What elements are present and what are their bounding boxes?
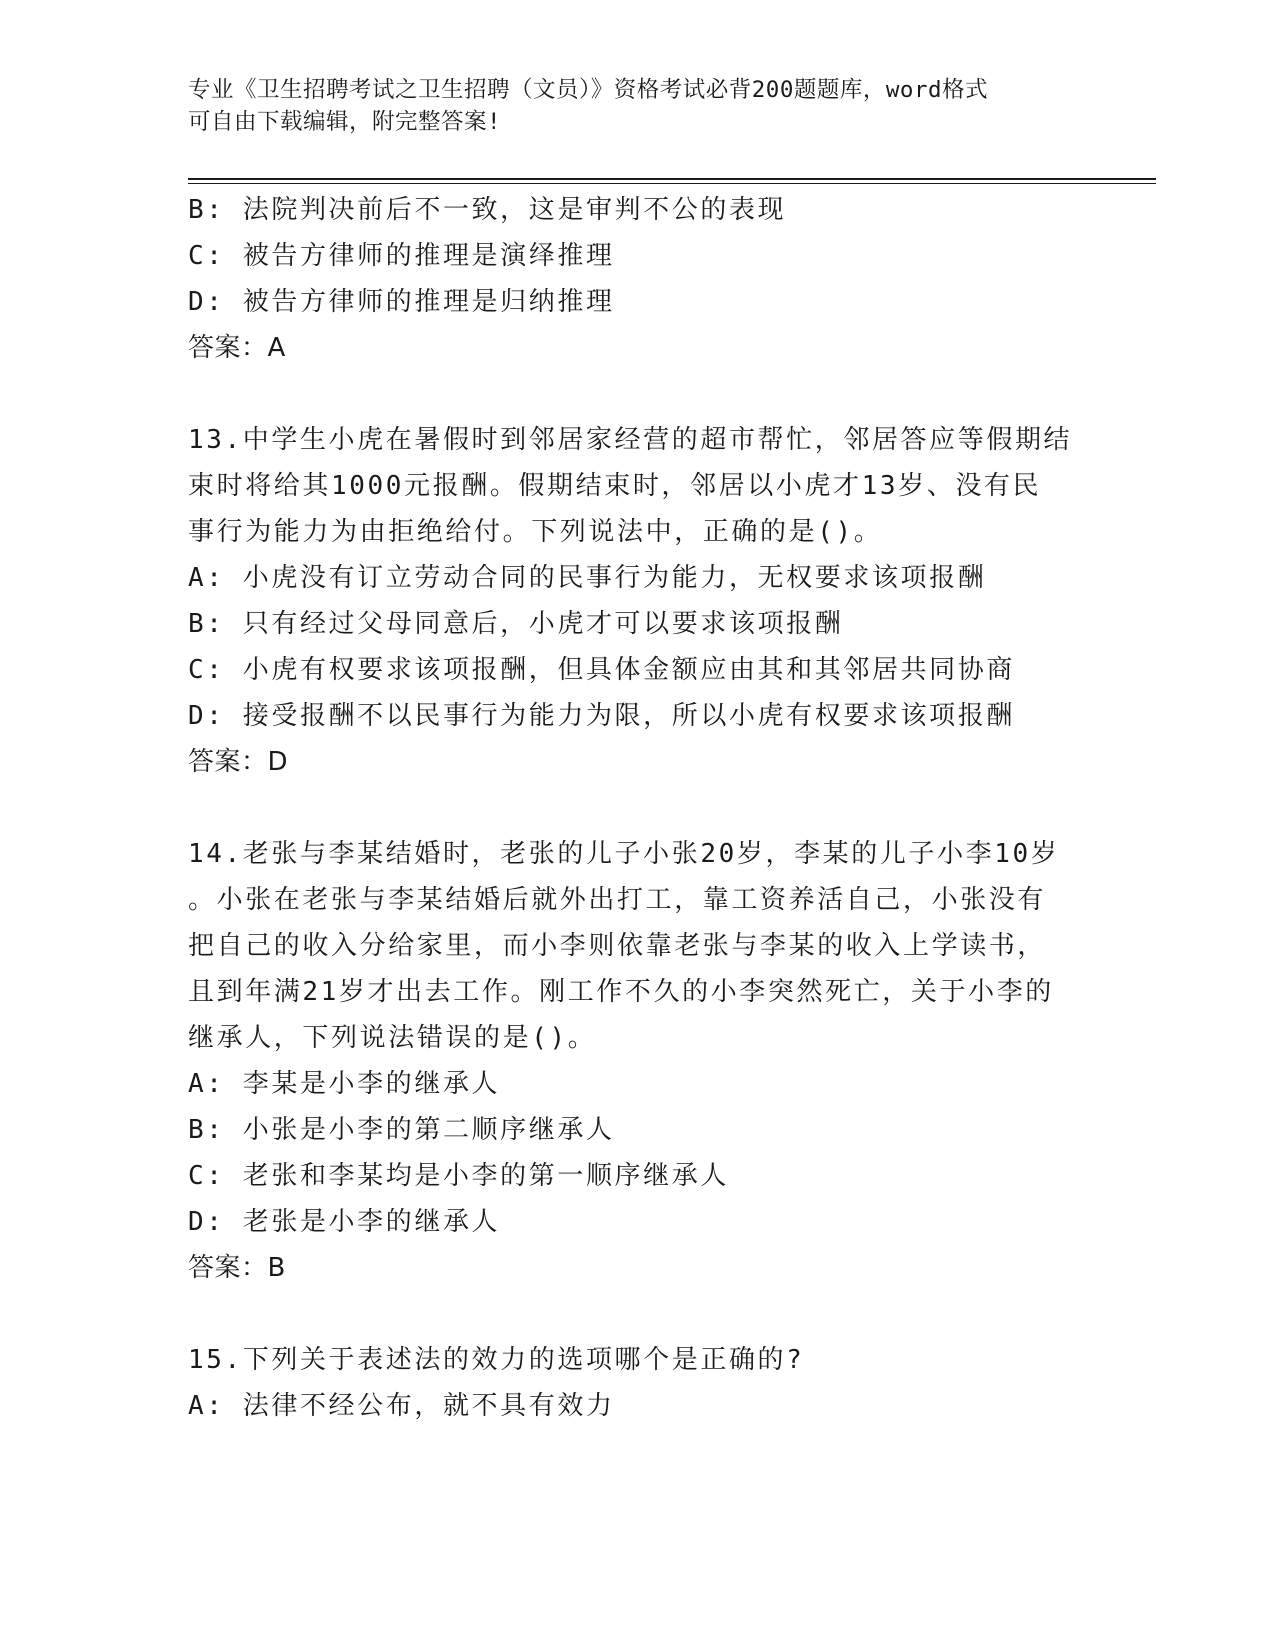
q12-option-b: B: 法院判决前后不一致，这是审判不公的表现 <box>188 195 787 225</box>
spacer <box>188 1291 1088 1337</box>
q14-option-c: C: 老张和李某均是小李的第一顺序继承人 <box>188 1161 729 1191</box>
q14-answer: 答案：B <box>188 1253 286 1283</box>
spacer <box>188 371 1088 417</box>
document-header <box>188 74 1088 138</box>
q14-stem-line-2: 。小张在老张与李某结婚后就外出打工，靠工资养活自己，小张没有 <box>188 885 1047 915</box>
q13-option-c: C: 小虎有权要求该项报酬，但具体金额应由其和其邻居共同协商 <box>188 655 1015 685</box>
q13-stem-line-3: 事行为能力为由拒绝给付。下列说法中，正确的是()。 <box>188 517 883 547</box>
spacer <box>188 785 1088 831</box>
q14-stem-line-1: 14.老张与李某结婚时，老张的儿子小张20岁，李某的儿子小李10岁 <box>188 839 1060 869</box>
q13-option-a: A: 小虎没有订立劳动合同的民事行为能力，无权要求该项报酬 <box>188 563 987 593</box>
q13-stem-line-2: 束时将给其1000元报酬。假期结束时，邻居以小虎才13岁、没有民 <box>188 471 1042 501</box>
q12-option-d: D: 被告方律师的推理是归纳推理 <box>188 287 615 317</box>
q14-stem-line-5: 继承人，下列说法错误的是()。 <box>188 1023 597 1053</box>
q15-stem: 15.下列关于表述法的效力的选项哪个是正确的? <box>188 1345 805 1375</box>
q13-answer: 答案：D <box>188 747 289 777</box>
q15-option-a: A: 法律不经公布，就不具有效力 <box>188 1391 615 1421</box>
q13-option-d: D: 接受报酬不以民事行为能力为限，所以小虎有权要求该项报酬 <box>188 701 1015 731</box>
q14-option-a: A: 李某是小李的继承人 <box>188 1069 501 1099</box>
q12-option-c: C: 被告方律师的推理是演绎推理 <box>188 241 615 271</box>
q14-stem-line-4: 且到年满21岁才出去工作。刚工作不久的小李突然死亡，关于小李的 <box>188 977 1054 1007</box>
q14-option-d: D: 老张是小李的继承人 <box>188 1207 501 1237</box>
q14-option-b: B: 小张是小李的第二顺序继承人 <box>188 1115 615 1145</box>
header-title-line-2: 可自由下载编辑，附完整答案! <box>188 109 502 135</box>
question-12-continued <box>188 187 1088 371</box>
q13-stem-line-1: 13.中学生小虎在暑假时到邻居家经营的超市帮忙，邻居答应等假期结 <box>188 425 1073 455</box>
question-15 <box>188 1337 1088 1429</box>
q12-answer: 答案：A <box>188 333 286 363</box>
q13-option-b: B: 只有经过父母同意后，小虎才可以要求该项报酬 <box>188 609 844 639</box>
question-13 <box>188 417 1088 785</box>
header-title-line-1: 专业《卫生招聘考试之卫生招聘（文员）》资格考试必背200题题库，word格式 <box>188 77 989 103</box>
question-content <box>188 187 1088 1429</box>
header-divider-thick <box>188 178 1156 180</box>
header-divider-thin <box>188 183 1156 184</box>
question-14 <box>188 831 1088 1291</box>
q14-stem-line-3: 把自己的收入分给家里，而小李则依靠老张与李某的收入上学读书， <box>188 931 1047 961</box>
